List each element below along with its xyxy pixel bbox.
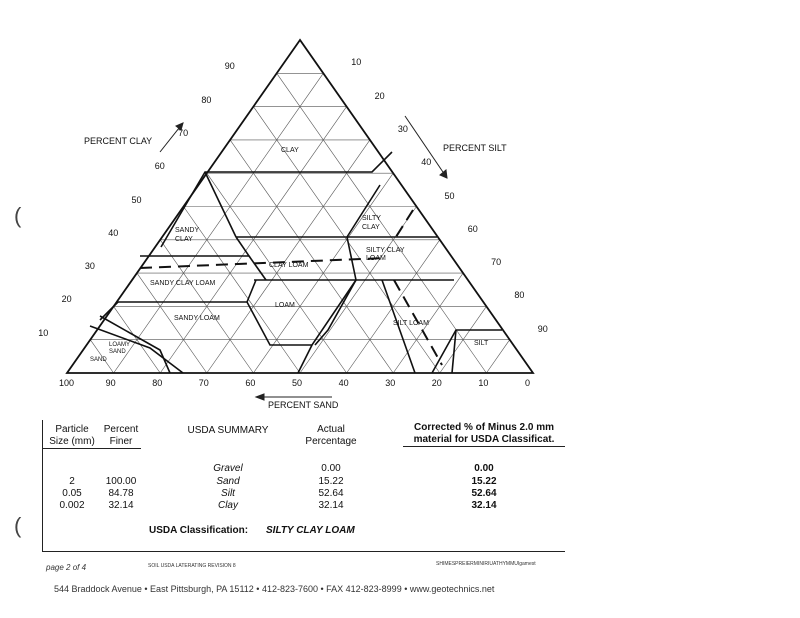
summary-cell-actual: 0.00 [321, 463, 341, 474]
clay-axis-label: PERCENT CLAY [84, 136, 153, 146]
summary-cell-finer: 100.00 [105, 476, 137, 487]
region-silt: SILT [474, 340, 489, 347]
summary-cell-size: 0.002 [59, 500, 85, 511]
summary-cell-actual: 15.22 [318, 476, 344, 487]
clay-tick-label: 40 [108, 227, 119, 238]
sand-tick-label: 90 [105, 378, 116, 388]
grid-line [486, 340, 509, 373]
sand-tick-label: 80 [152, 378, 163, 388]
region-loamy-sand: LOAMY SAND [109, 342, 130, 355]
page-number: page 2 of 4 [46, 563, 87, 572]
grid-line [114, 73, 324, 373]
region-sandy-loam: SANDY LOAM [174, 315, 220, 322]
summary-cell-size: 0.05 [62, 488, 82, 499]
silt-axis-label: PERCENT SILT [443, 143, 507, 153]
summary-cell-size: 2 [69, 476, 75, 487]
punch-hole-mark: ( [14, 203, 22, 228]
summary-cell-finer: 32.14 [108, 500, 134, 511]
silt-tick-label: 20 [374, 90, 385, 101]
classification-value: SILTY CLAY LOAM [266, 525, 355, 536]
clay-tick-label: 60 [154, 161, 165, 172]
classification-label: USDA Classification: [149, 525, 249, 536]
sand-tick-label: 10 [478, 378, 489, 388]
footer-address: 544 Braddock Avenue • East Pittsburgh, PA 15112 • 412-823-7600 • FAX 412-823-8999 • www.geotechnics.net [54, 584, 495, 594]
silt-tick-label: 80 [514, 290, 525, 301]
region-clay: CLAY [281, 147, 299, 154]
region-silty-clay-loam: SILTY CLAY LOAM [366, 247, 405, 262]
col-particle-size: Particle Size (mm) [43, 424, 101, 449]
region-sand: SAND [90, 357, 107, 363]
region-clay-loam: CLAY LOAM [269, 262, 309, 269]
region-sandy-clay-loam: SANDY CLAY LOAM [150, 280, 216, 287]
sand-tick-label: 20 [431, 378, 442, 388]
summary-cell-name: Sand [216, 476, 240, 487]
clay-tick-label: 10 [38, 327, 49, 338]
grid-line [277, 73, 487, 373]
region-loam: LOAM [275, 302, 295, 309]
sand-axis-label: PERCENT SAND [268, 400, 339, 410]
summary-cell-corrected: 0.00 [474, 463, 494, 474]
col-usda-summary: USDA SUMMARY [187, 425, 269, 436]
sand-tick-label: 70 [198, 378, 209, 388]
region-silt-loam: SILT LOAM [393, 320, 429, 327]
clay-tick-label: 80 [201, 94, 212, 105]
sand-tick-label: 50 [292, 378, 303, 388]
silt-tick-label: 50 [444, 190, 455, 201]
summary-cell-name: Gravel [213, 463, 243, 474]
silt-tick-label: 60 [467, 223, 478, 234]
sand-tick-label: 100 [59, 378, 75, 388]
silt-tick-label: 90 [537, 323, 548, 334]
clay-tick-label: 30 [84, 261, 95, 272]
summary-cell-name: Silt [221, 488, 235, 499]
silt-tick-label: 70 [491, 257, 502, 268]
col-actual-percentage: Actual Percentage [305, 424, 357, 447]
silt-tick-label: 10 [351, 57, 362, 68]
region-sandy-clay: SANDY CLAY [175, 227, 200, 243]
summary-cell-corrected: 52.64 [471, 488, 497, 499]
summary-cell-corrected: 32.14 [471, 500, 497, 511]
triangle-gridlines [90, 73, 509, 373]
silt-tick-label: 30 [397, 123, 408, 134]
sand-tick-label: 40 [338, 378, 349, 388]
footer-file-path: SHIMESPREIERMINIRIUATHYMMUIgamest [436, 561, 536, 567]
grid-line [137, 273, 207, 373]
footer-revision-note: SOIL USDA LATERATING REVISION 8 [148, 563, 236, 569]
summary-cell-actual: 32.14 [318, 500, 344, 511]
sand-tick-label: 0 [525, 378, 531, 388]
clay-tick-label: 70 [178, 127, 189, 138]
silt-tick-label: 40 [421, 157, 432, 168]
summary-cell-name: Clay [217, 500, 238, 511]
summary-cell-actual: 52.64 [318, 488, 344, 499]
summary-cell-corrected: 15.22 [471, 476, 497, 487]
grid-line [184, 207, 301, 374]
clay-tick-label: 90 [224, 61, 235, 72]
clay-tick-label: 20 [61, 294, 72, 305]
col-percent-finer: Percent Finer [101, 424, 141, 449]
col-corrected-percent: Corrected % of Minus 2.0 mm material for USDA Classificat. [403, 422, 565, 447]
sand-tick-label: 60 [245, 378, 256, 388]
region-silty-clay: SILTY CLAY [362, 215, 381, 231]
punch-hole-mark: ( [14, 513, 22, 538]
clay-tick-label: 50 [131, 194, 142, 205]
usda-summary-table [42, 420, 565, 552]
sand-tick-label: 30 [385, 378, 396, 388]
summary-cell-finer: 84.78 [108, 488, 134, 499]
